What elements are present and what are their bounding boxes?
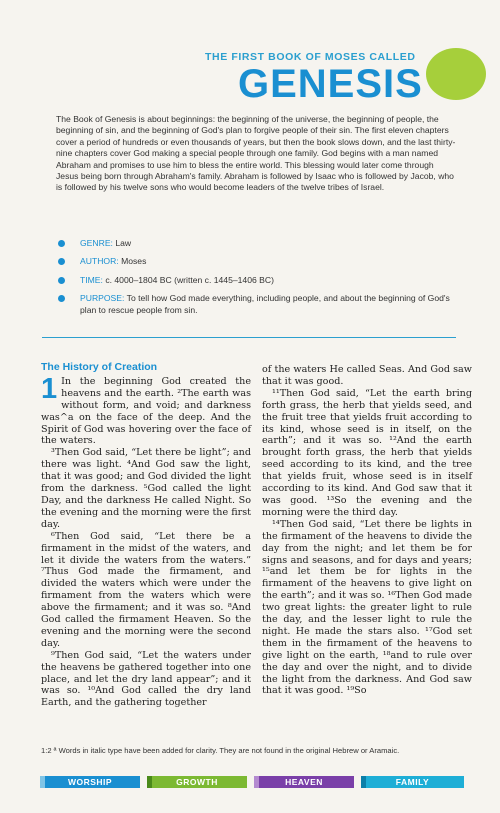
fact-value: Law bbox=[115, 238, 132, 248]
bullet-dot-icon bbox=[58, 240, 65, 247]
fact-time bbox=[58, 275, 458, 286]
tab-worship bbox=[40, 776, 140, 788]
fact-value: c. 4000–1804 BC (written c. 1445–1406 BC) bbox=[105, 274, 274, 285]
tab-notch bbox=[361, 776, 366, 788]
tab-notch bbox=[254, 776, 259, 788]
fact-key: GENRE: bbox=[80, 238, 113, 248]
fact-purpose bbox=[58, 293, 458, 316]
fact-genre bbox=[58, 238, 458, 249]
text-column-left bbox=[41, 362, 251, 709]
verse-paragraph: ⁹Then God said, “Let the waters under the heavens be gathered together into one place, and let the dry land appear”; and it was so. ¹⁰And God called the dry land Earth, and the gathering together bbox=[41, 649, 251, 709]
book-title: GENESIS bbox=[238, 62, 423, 106]
fact-key: PURPOSE: bbox=[80, 293, 125, 304]
bullet-dot-icon bbox=[58, 277, 65, 284]
tab-heaven bbox=[254, 776, 354, 788]
text-column-right bbox=[262, 364, 472, 697]
tab-label: HEAVEN bbox=[285, 777, 323, 787]
tab-label: FAMILY bbox=[395, 777, 430, 787]
verse-paragraph: ¹⁴Then God said, “Let there be lights in the firmament of the heavens to divide the day from the night; and let them be for signs and seasons, and for days and years; ¹⁵and let them be for lights in the firmament of the heavens to give light on the earth”; and it was so. ¹⁶Then God made two great lights: the greater light to rule the day, and the lesser light to rule the night. He made the stars also. ¹⁷God set them in the firmament of the heavens to give light on the earth, ¹⁸and to rule over the day and over the night, and to divide the light from the darkness. And God saw that it was good. ¹⁹So bbox=[262, 518, 473, 697]
verse-paragraph: In the beginning God created the heavens and the earth. ²The earth was without form, and void; and darkness was^a on the face of the deep. And the Spirit of God was hovering over the face of the waters. bbox=[41, 375, 251, 447]
verse-paragraph: ³Then God said, “Let there be light”; and there was light. ⁴And God saw the light, that it was good; and God divided the light from the darkness. ⁵God called the light Day, and the darkness He called Night. So the evening and the morning were the first day. bbox=[41, 447, 251, 530]
section-divider bbox=[42, 337, 456, 338]
tab-notch bbox=[147, 776, 152, 788]
fact-key: TIME: bbox=[80, 274, 103, 285]
bullet-dot-icon bbox=[58, 258, 65, 265]
fact-author bbox=[58, 256, 458, 267]
fact-key: AUTHOR: bbox=[80, 256, 119, 267]
tab-family bbox=[361, 776, 464, 788]
fact-value: To tell how God made everything, including people, and about the beginning of God's plan to rescue people from sin. bbox=[80, 293, 450, 315]
footnote: 1:2 ª Words in italic type have been added for clarity. They are not found in the original Hebrew or Aramaic. bbox=[41, 746, 400, 755]
tab-label: GROWTH bbox=[176, 777, 218, 787]
decorative-circle bbox=[426, 48, 486, 100]
book-kicker: THE FIRST BOOK OF MOSES CALLED bbox=[205, 51, 416, 63]
category-tabs bbox=[40, 776, 464, 788]
book-facts bbox=[58, 238, 458, 323]
verse-paragraph: of the waters He called Seas. And God saw that it was good. bbox=[262, 364, 472, 387]
tab-notch bbox=[40, 776, 45, 788]
chapter-number: 1 bbox=[41, 372, 58, 405]
bullet-dot-icon bbox=[58, 295, 65, 302]
book-introduction: The Book of Genesis is about beginnings: the beginning of the universe, the beginning of people, the beginning of sin, and the beginning of God's plan to forgive people of their sin. The first eleven chapters cover a period of hundreds or even thousands of years, but then the book slows down, and the last thirty-nine chapters cover God making a special people through one family. God begins with a man named Abraham and promises to use him to bless the entire world. This blessing would later come through Jesus being born through Abraham's family. Abraham is followed by Isaac who is followed by Jacob, who is followed by his twelve sons who would become leaders of the twelve tribes of Israel. bbox=[56, 114, 456, 193]
tab-label: WORSHIP bbox=[67, 777, 113, 787]
tab-growth bbox=[147, 776, 247, 788]
section-heading: The History of Creation bbox=[41, 361, 158, 373]
verse-paragraph: ¹¹Then God said, “Let the earth bring forth grass, the herb that yields seed, and the fruit tree that yields fruit according to its kind, whose seed is in itself, on the earth”; and it was so. ¹²And the earth brought forth grass, the herb that yields seed according to its kind, and the tree that yields fruit, whose seed is in itself according to its kind. And God saw that it was good. ¹³So the evening and the morning were the third day. bbox=[262, 387, 472, 518]
verse-paragraph: ⁶Then God said, “Let there be a firmament in the midst of the waters, and let it divide the waters from the waters.” ⁷Thus God made the firmament, and divided the waters which were under the firmament from the waters which were above the firmament; and it was so. ⁸And God called the firmament Heaven. So the evening and the morning were the second day. bbox=[41, 530, 251, 649]
fact-value: Moses bbox=[121, 256, 147, 267]
